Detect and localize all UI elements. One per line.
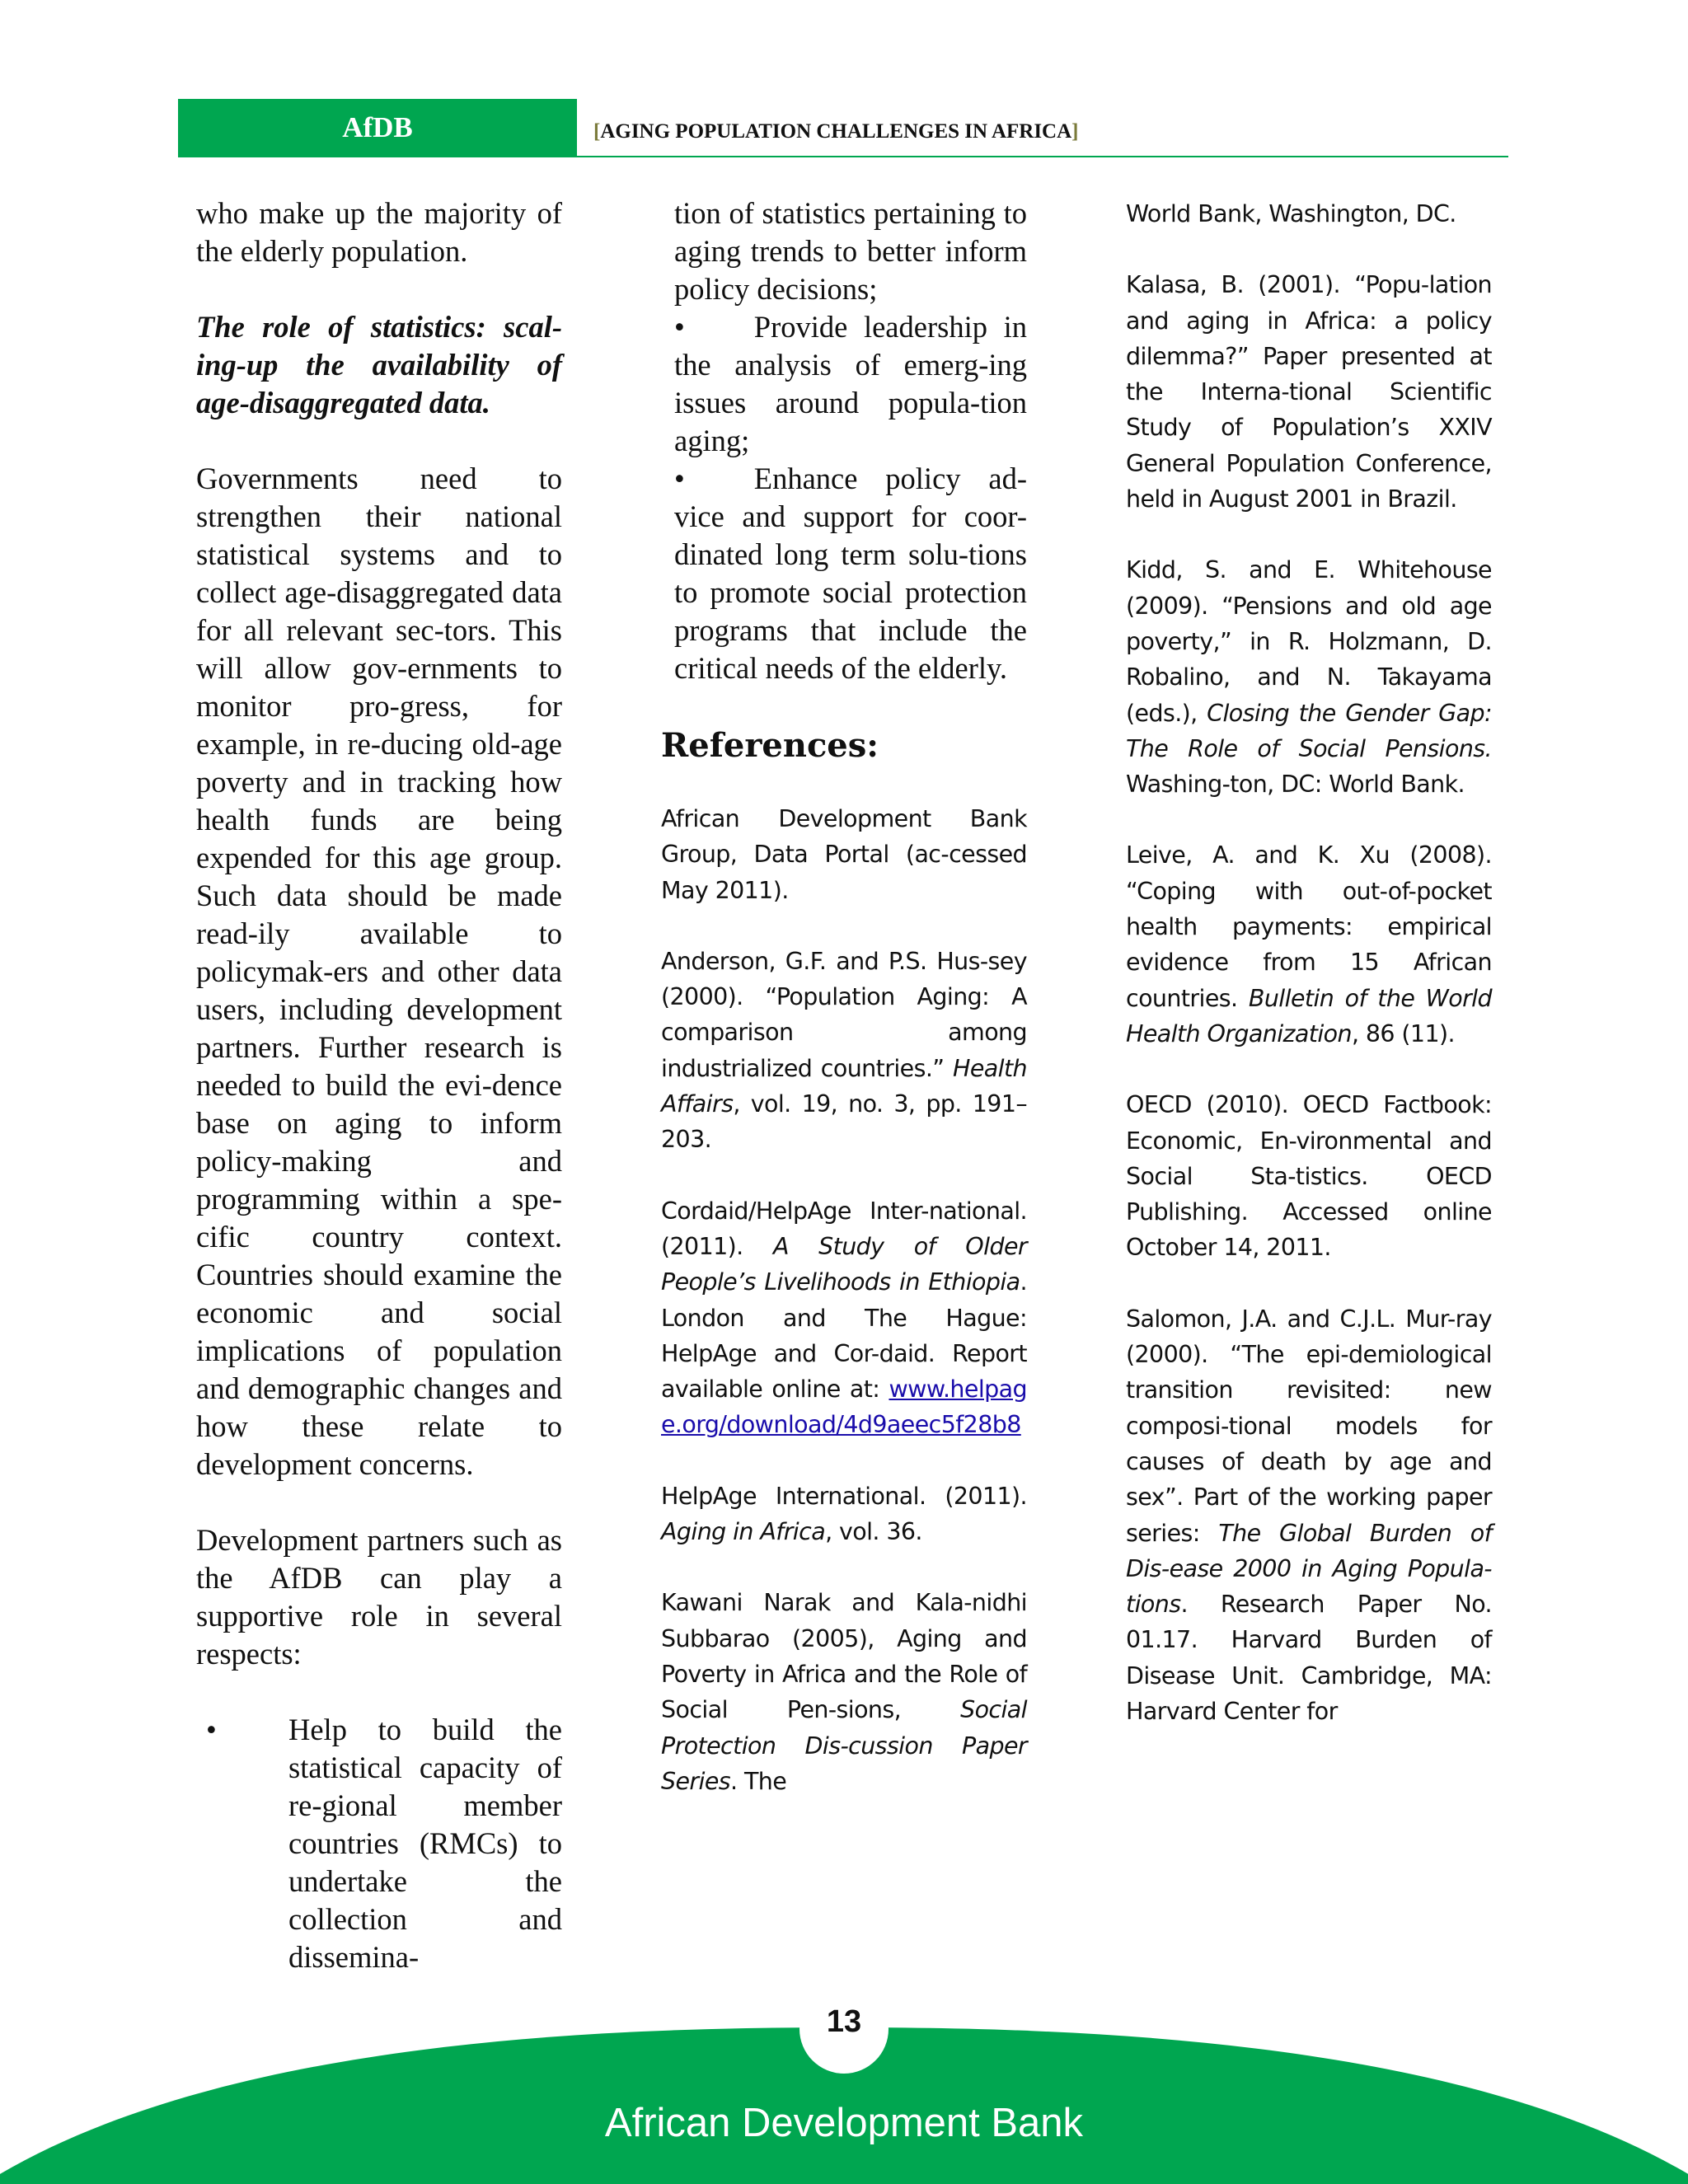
bullet-item [661,460,1027,687]
bullet-text-2: Provide leadership in the analysis of emerg-ing issues around popula-tion aging; [674,310,1027,457]
reference-item: Cordaid/HelpAge Inter-national. (2011). A Study of Older People’s Livelihoods in Ethiopia. London and The Hague: HelpAge and Cor-daid. Report available online at: www.helpage.org/download/4d9aeec5f28b8 [661,1197,1027,1439]
bullet-symbol: • [206,1713,217,1746]
development-partners-paragraph: Development partners such as the AfDB can play a supportive role in several respects: [196,1523,562,1671]
footer-organization-name: African Development Bank [604,2101,1084,2145]
column-3 [1126,196,1492,1729]
header-divider [178,156,1508,157]
section-subheading: The role of statistics: scal-ing-up the availability of age-disaggregated data. [196,310,562,419]
reference-item: OECD (2010). OECD Factbook: Economic, En-vironmental and Social Sta-tistics. OECD Publishing. Accessed online October 14, 2011. [1126,1091,1492,1262]
helpage-download-link[interactable]: www.helpage.org/download/4d9aeec5f28b8 [661,1376,1027,1439]
intro-paragraph: who make up the majority of the elderly population. [196,196,562,268]
bullet-text-3: Enhance policy ad-vice and support for coor-dinated long term solu-tions to promote social protection programs that include the critical needs of the elderly. [674,462,1027,685]
bullet-symbol: • [674,310,685,344]
bullet-text-1: Help to build the statistical capacity of re-gional member countries (RMCs) to undertake the collection and dissemina- [288,1713,562,1974]
bullet-continuation: tion of statistics pertaining to aging trends to better inform policy decisions; [674,196,1027,306]
reference-item: Kalasa, B. (2001). “Popu-lation and aging in Africa: a policy dilemma?” Paper presented at the Interna-tional Scientific Study of Population’s XXIV General Population Conference, held in August 2001 in Brazil. [1126,271,1492,513]
bullet-item [196,1711,562,1976]
reference-item: Salomon, J.A. and C.J.L. Mur-ray (2000). “The epi-demiological transition revisited: new composi-tional models for causes of death by age and sex”. Part of the working paper series: The Global Burden of Dis-ease 2000 in Aging Popula-tions. Research Paper No. 01.17. Harvard Burden of Disease Unit. Cambridge, MA: Harvard Center for [1126,1305,1493,1725]
references-heading: References: [661,726,879,765]
header-bracket-open: [ [593,120,601,143]
header-title-text: AGING POPULATION CHALLENGES IN AFRICA [600,120,1072,143]
reference-item: Kidd, S. and E. Whitehouse (2009). “Pensions and old age poverty,” in R. Holzmann, D. Robalino, and N. Takayama (eds.), Closing the Gender Gap: The Role of Social Pensions. Washing-ton, DC: World Bank. [1126,556,1492,799]
governments-paragraph: Governments need to strengthen their national statistical systems and to collect age-disaggregated data for all relevant sec-tors. This will allow gov-ernments to monitor pro-gress, for example, in re-ducing old-age poverty and in tracking how health funds are being expended for this age group. Such data should be made read-ily available to policymak-ers and other data users, including development partners. Further research is needed to build the evi-dence base on aging to inform policy-making and programming within a spe-cific country context. Countries should examine the economic and social implications of population and demographic changes and how these relate to development concerns. [196,462,562,1481]
header-title [593,120,1078,152]
reference-item: African Development Bank Group, Data Portal (ac-cessed May 2011). [661,805,1027,904]
reference-item: Kawani Narak and Kala-nidhi Subbarao (2005), Aging and Poverty in Africa and the Role of Social Pen-sions, Social Protection Dis-cussion Paper Series. The [661,1589,1027,1795]
reference-continuation: World Bank, Washington, DC. [1126,200,1456,227]
reference-item: HelpAge International. (2011). Aging in Africa, vol. 36. [661,1482,1027,1546]
header-bracket-close: ] [1071,120,1079,143]
reference-item: Anderson, G.F. and P.S. Hus-sey (2000). “Population Aging: A comparison among industrialized countries.” Health Affairs, vol. 19, no. 3, pp. 191–203. [661,947,1027,1154]
header-brand: AfDB [342,111,413,143]
bullet-symbol: • [674,462,685,495]
column-1 [196,194,562,1976]
page-number: 13 [826,2004,862,2039]
bullet-item [661,308,1027,460]
column-2 [661,194,1027,1799]
reference-item: Leive, A. and K. Xu (2008). “Coping with out-of-pocket health payments: empirical evidence from 15 African countries. Bulletin of the World Health Organization, 86 (11). [1126,841,1492,1047]
